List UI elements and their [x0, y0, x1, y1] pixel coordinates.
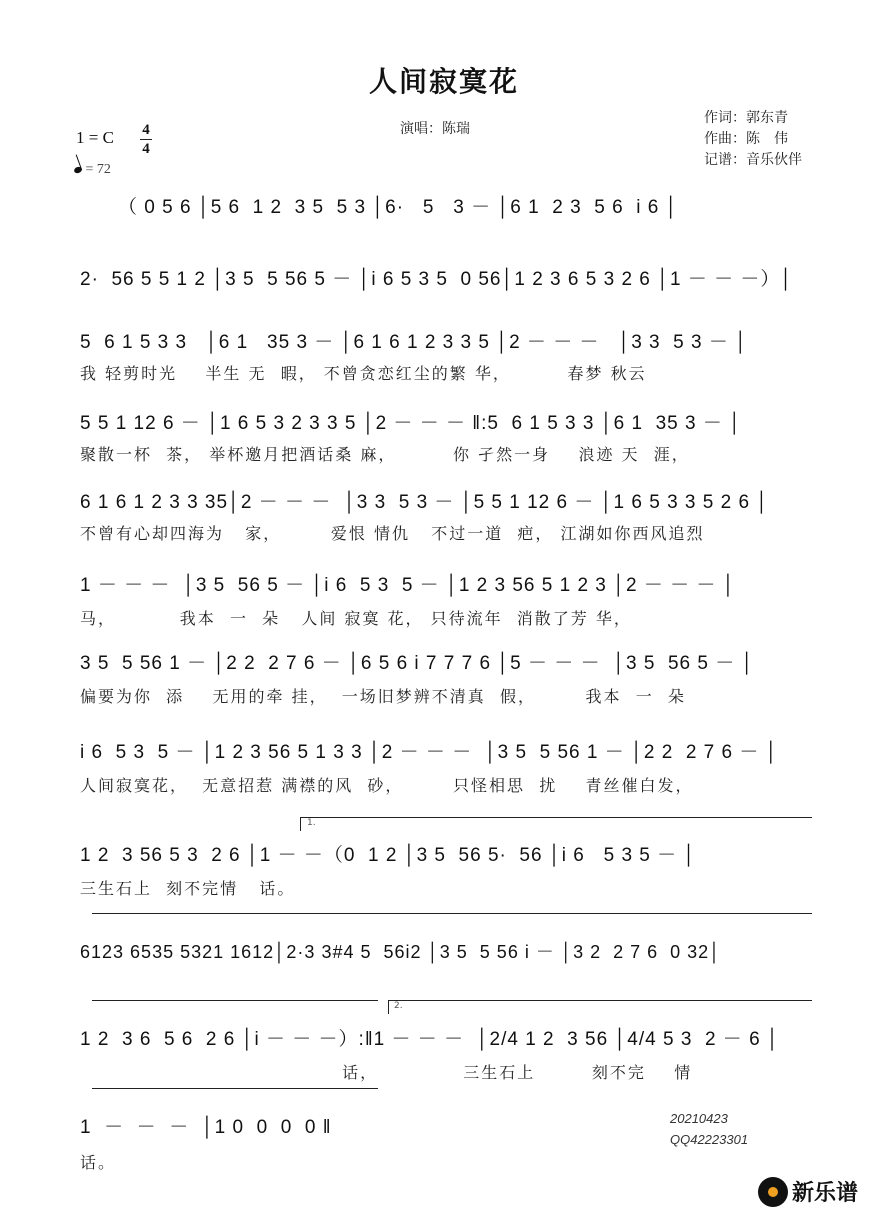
tempo-marking: = 72 — [74, 162, 111, 178]
lyrics-line: 话， 三生石上 刻不完 情 — [80, 1063, 693, 1082]
notation-line: 6123 6535 5321 1612│2·3 3#4 5 56i2 │3 5 5 56 i － │3 2 2 7 6 0 32│ — [80, 942, 722, 962]
system-6 — [80, 570, 820, 628]
credits — [704, 108, 802, 171]
system-10 — [80, 938, 820, 978]
notation-line: i 6 5 3 5 － │1 2 3 56 5 1 3 3 │2 － － － │3 5 5 56 1 － │2 2 2 7 6 － │ — [80, 742, 779, 763]
system-4 — [80, 408, 820, 464]
lyrics-line: 话。 — [80, 1153, 117, 1172]
lyrics-line: 三生石上 刻不完情 话。 — [80, 879, 296, 898]
notation-line: 5 5 1 12 6 － │1 6 5 3 2 3 3 5 │2 － － － ‖:5 6 1 5 3 3 │6 1 35 3 － │ — [80, 413, 743, 434]
lyrics-line: 人间寂寞花， 无意招惹 满襟的风 砂， 只怪相思 扰 青丝催白发， — [80, 776, 694, 795]
system-11 — [80, 1024, 820, 1082]
system-8 — [80, 737, 820, 795]
system-3 — [80, 327, 820, 383]
singer-credit: 演唱：陈瑞 — [400, 121, 470, 137]
system-5 — [80, 487, 820, 543]
qq-stamp: QQ42223301 — [670, 1132, 749, 1147]
song-title: 人间寂寞花 — [368, 65, 519, 98]
notation-line: 5 6 1 5 3 3 │6 1 35 3 － │6 1 6 1 2 3 3 5 │2 － － － │3 3 5 3 － │ — [80, 332, 749, 353]
composer-credit: 作曲：陈 伟 — [704, 131, 788, 147]
volta-2-bracket — [388, 1000, 812, 1001]
notation-line: 6 1 6 1 2 3 3 35│2 － － － │3 3 5 3 － │5 5 1 12 6 － │1 6 5 3 3 5 2 6 │ — [80, 492, 770, 513]
transcriber-credit: 记谱：音乐伙伴 — [704, 152, 802, 168]
vinyl-record-icon — [758, 1177, 788, 1207]
system-2 — [80, 264, 820, 304]
lyrics-line: 不曾有心却四海为 家， 爱恨 情仇 不过一道 疤， 江湖如你西风追烈 — [80, 524, 705, 543]
notation-line: 1 2 3 6 5 6 2 6 │i － － －）:‖1 － － － │2/4 1 2 3 56 │4/4 5 3 2 － 6 │ — [80, 1029, 780, 1050]
site-logo: 新乐谱 — [758, 1176, 858, 1207]
system-9 — [80, 840, 820, 898]
notation-line: （ 0 5 6 │5 6 1 2 3 5 5 3 │6· 5 3 － │6 1 2 3 5 6 i 6 │ — [118, 197, 679, 218]
lyrics-line: 偏要为你 添 无用的牵 挂， 一场旧梦辨不清真 假， 我本 一 朵 — [80, 687, 686, 706]
date-stamp: 20210423 — [670, 1111, 728, 1126]
volta-1-label: 1. — [307, 818, 316, 828]
notation-line: 2· 56 5 5 1 2 │3 5 5 56 5 － │i 6 5 3 5 0 56│1 2 3 6 5 3 2 6 │1 － － －）│ — [80, 269, 794, 290]
lyrics-line: 马， 我本 一 朵 人间 寂寞 花， 只待流年 消散了芳 华， — [80, 609, 632, 628]
volta-1-bracket — [300, 817, 812, 818]
volta-2-label: 2. — [394, 1001, 403, 1011]
lyrics-line: 聚散一杯 茶， 举杯邀月把酒话桑 麻， 你 孑然一身 浪迹 天 涯， — [80, 445, 690, 464]
lyrics-line: 我 轻剪时光 半生 无 暇， 不曾贪恋红尘的繁 华， 春梦 秋云 — [80, 364, 647, 383]
notation-line: 1 － － － │3 5 56 5 － │i 6 5 3 5 － │1 2 3 56 5 1 2 3 │2 － － － │ — [80, 575, 736, 596]
lyricist-credit: 作词：郭东青 — [704, 110, 788, 126]
system-7 — [80, 648, 820, 706]
time-signature: 4 4 — [140, 122, 152, 157]
notation-line: 1 － － － │1 0 0 0 0 ‖ — [80, 1117, 332, 1138]
notation-line: 1 2 3 56 5 3 2 6 │1 － －（0 1 2 │3 5 56 5· 56 │i 6 5 3 5 － │ — [80, 845, 697, 866]
notation-line: 3 5 5 56 1 － │2 2 2 7 6 － │6 5 6 i 7 7 7 6 │5 － － － │3 5 56 5 － │ — [80, 653, 755, 674]
system-1 — [118, 192, 820, 232]
quarter-note-icon — [73, 166, 83, 174]
key-signature: 1 = C — [76, 128, 114, 147]
